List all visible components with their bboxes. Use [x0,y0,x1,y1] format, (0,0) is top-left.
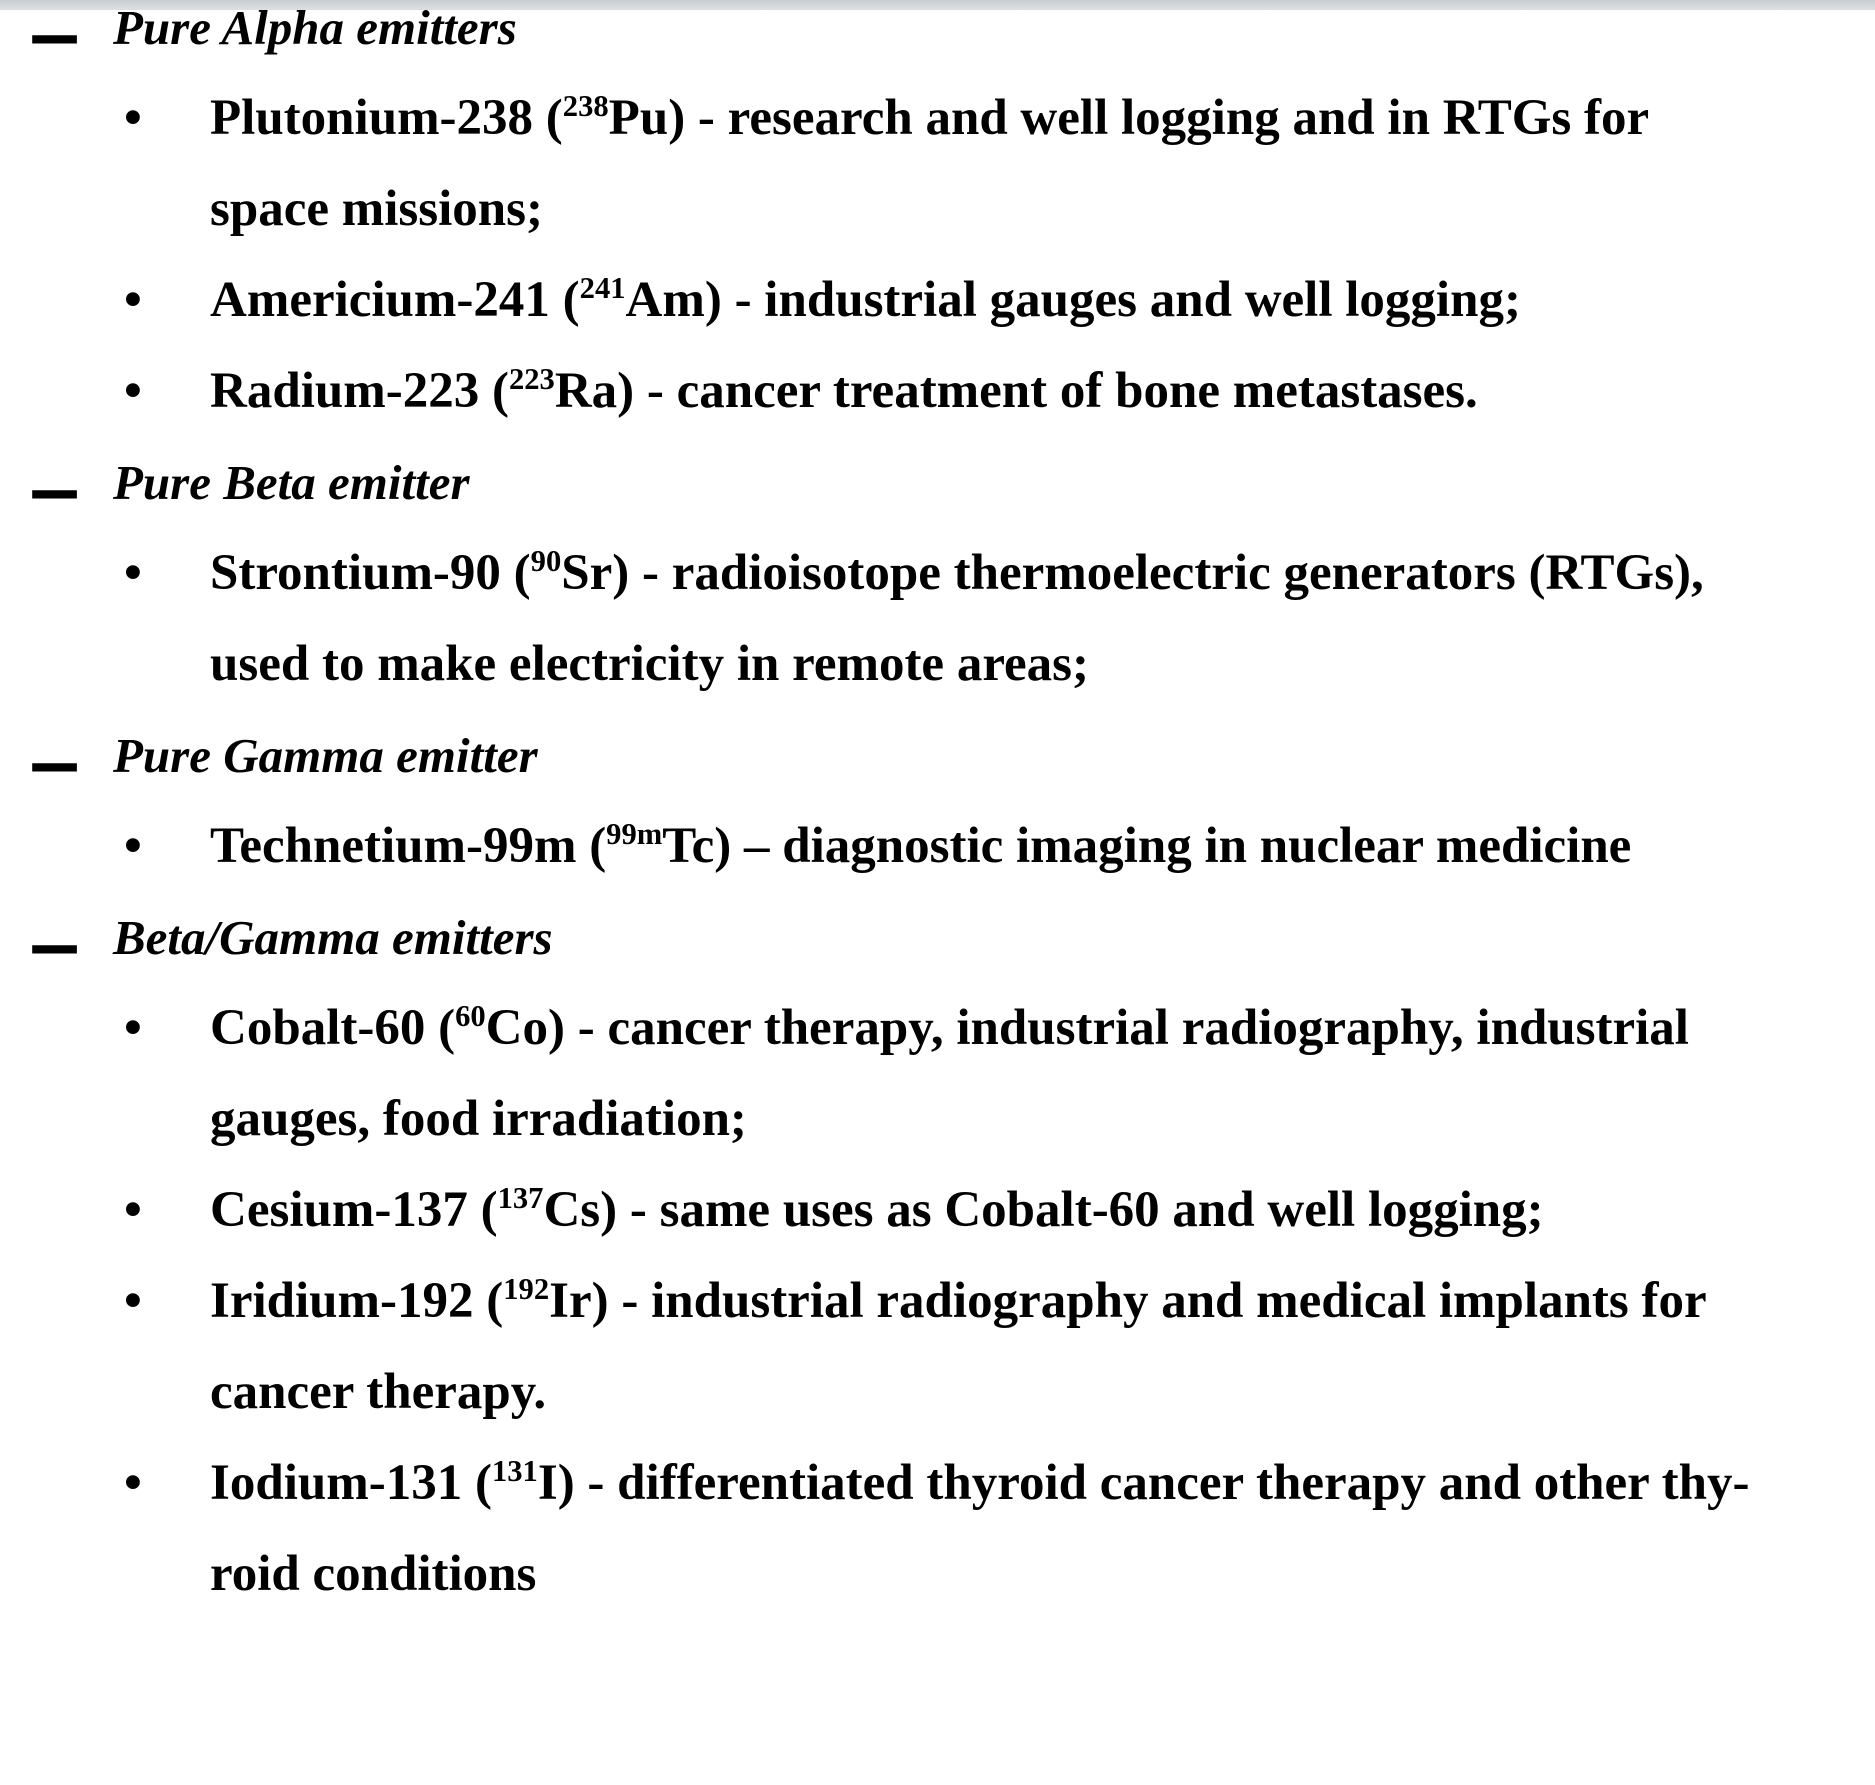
list-item-strontium-90 [0,528,1875,710]
item-text [210,346,1875,437]
item-text [210,255,1875,346]
mass-number-superscript: 90 [530,544,562,578]
dash-bullet-icon: — [32,689,77,822]
list-item-cesium-137 [0,1165,1875,1256]
dot-bullet-icon: • [124,272,142,328]
isotope-description: Co) - cancer therapy, industrial radiography, industrial [485,1000,1689,1056]
isotope-name: Cesium-137 ( [210,1182,498,1238]
item-text [210,801,1875,892]
isotope-name: Plutonium-238 ( [210,90,563,146]
heading-label: Pure Gamma emitter [113,728,538,783]
heading-pure-alpha-emitters [0,0,1875,94]
dot-bullet-icon: • [124,1273,142,1329]
dash-bullet-icon: — [32,416,77,549]
heading-beta-gamma-emitters [0,871,1875,1004]
heading-label: Beta/Gamma emitters [113,910,553,965]
isotope-description: I) - differentiated thyroid cancer therapy and other thy- [537,1455,1750,1511]
isotope-description: Ra) - cancer treatment of bone metastases. [554,363,1478,419]
dash-bullet-icon: — [32,0,77,94]
item-text-wrapped-line: roid conditions [210,1546,537,1602]
isotope-description: Cs) - same uses as Cobalt-60 and well logging; [543,1182,1544,1238]
list-item-plutonium-238 [0,73,1875,255]
isotope-description: Ir) - industrial radiography and medical implants for [549,1273,1707,1329]
mass-number-superscript: 131 [491,1454,538,1488]
isotope-name: Technetium-99m ( [210,818,607,874]
item-text [210,1438,1875,1620]
heading-label: Pure Alpha emitters [113,0,517,55]
mass-number-superscript: 223 [508,362,555,396]
isotope-description: Am) - industrial gauges and well logging; [625,272,1521,328]
isotope-name: Cobalt-60 ( [210,1000,456,1056]
heading-pure-gamma-emitter [0,689,1875,822]
mass-number-superscript: 137 [497,1181,544,1215]
list-item-radium-223 [0,346,1875,437]
isotope-description: Tc) – diagnostic imaging in nuclear medicine [662,818,1632,874]
isotope-description: Sr) - radioisotope thermoelectric generators (RTGs), [561,545,1704,601]
mass-number-superscript: 192 [503,1272,550,1306]
dot-bullet-icon: • [124,363,142,419]
mass-number-superscript: 99m [606,817,663,851]
mass-number-superscript: 241 [579,271,626,305]
list-item-iridium-192 [0,1256,1875,1438]
dot-bullet-icon: • [124,1455,142,1511]
item-text-wrapped-line: used to make electricity in remote areas; [210,636,1090,692]
list-item-americium-241 [0,255,1875,346]
item-text [210,528,1875,710]
dot-bullet-icon: • [124,1000,142,1056]
list-item-technetium-99m [0,801,1875,892]
list-item-cobalt-60 [0,983,1875,1165]
isotope-name: Strontium-90 ( [210,545,531,601]
dash-bullet-icon: — [32,871,77,1004]
dot-bullet-icon: • [124,1182,142,1238]
item-text [210,73,1875,255]
item-text [210,1165,1875,1256]
list-item-iodium-131 [0,1438,1875,1620]
item-text [210,983,1875,1165]
mass-number-superscript: 60 [455,999,486,1033]
isotope-description: Pu) - research and well logging and in RTGs for [608,90,1650,146]
mass-number-superscript: 238 [562,89,609,123]
item-text-wrapped-line: gauges, food irradiation; [210,1091,747,1147]
isotope-name: Iridium-192 ( [210,1273,504,1329]
isotope-name: Iodium-131 ( [210,1455,492,1511]
item-text-wrapped-line: cancer therapy. [210,1364,547,1420]
dot-bullet-icon: • [124,90,142,146]
item-text [210,1256,1875,1438]
item-text-wrapped-line: space missions; [210,181,543,237]
isotope-name: Americium-241 ( [210,272,580,328]
dot-bullet-icon: • [124,818,142,874]
dot-bullet-icon: • [124,545,142,601]
heading-label: Pure Beta emitter [113,455,470,510]
heading-pure-beta-emitter [0,416,1875,549]
isotope-name: Radium-223 ( [210,363,509,419]
